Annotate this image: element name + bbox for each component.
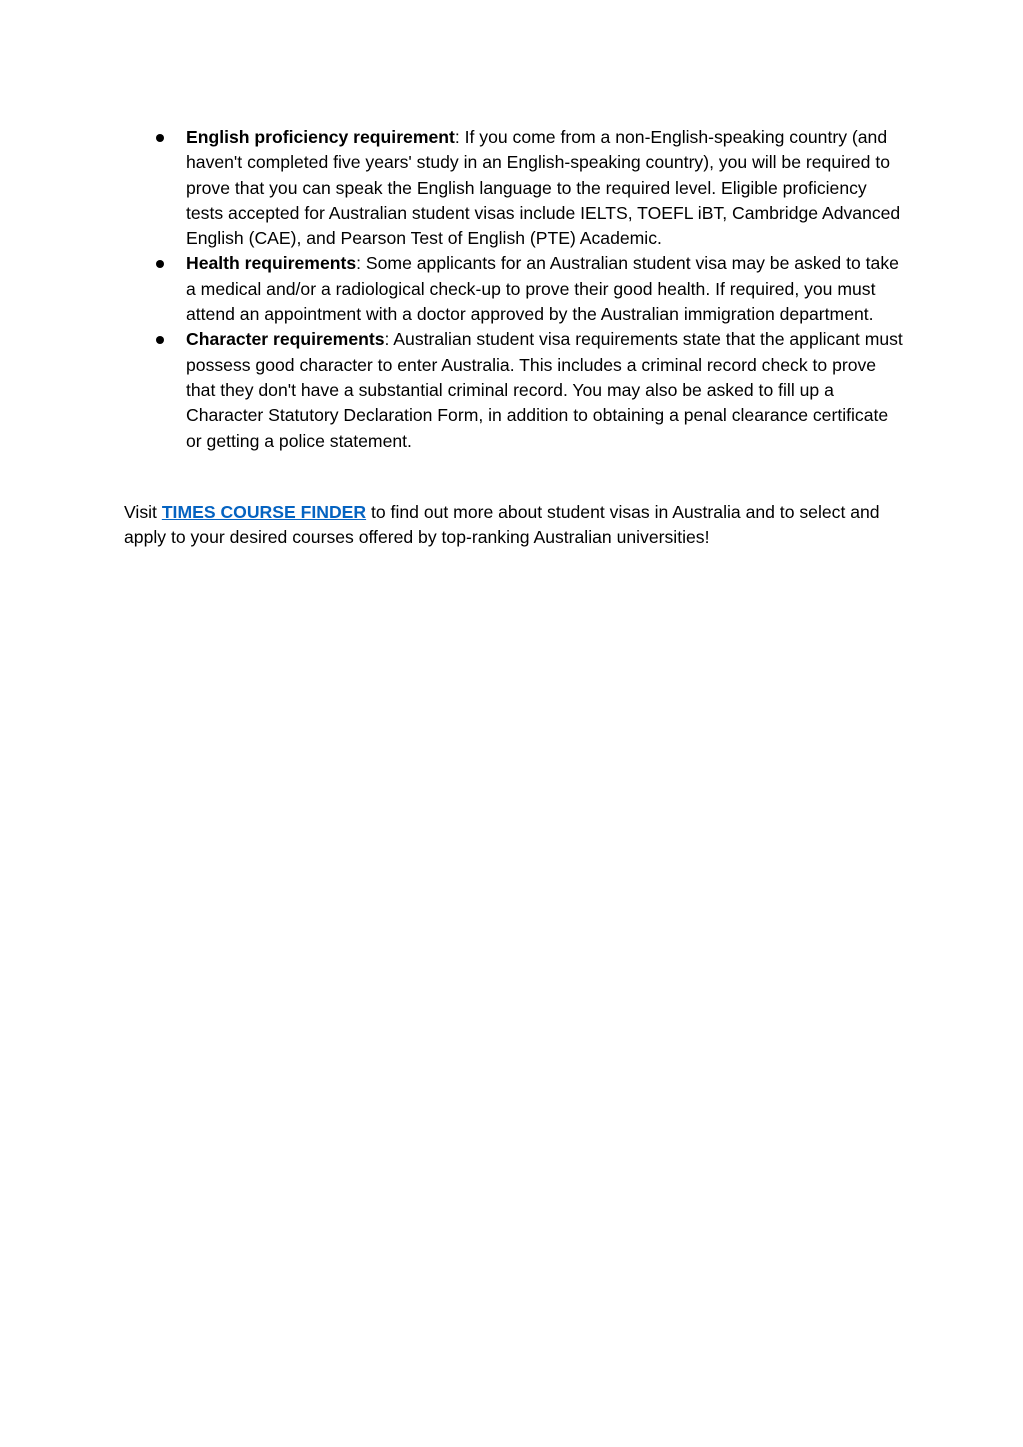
closing-paragraph [124, 500, 904, 551]
bullet-icon [156, 336, 164, 344]
closing-prefix: Visit [124, 502, 162, 522]
list-item-health [124, 251, 904, 327]
requirement-text: : Australian student visa requirements state that the applicant must possess good character to enter Australia. This includes a criminal record check to prove that they don't have a substantial criminal record. You may also be asked to fill up a Character Statutory Declaration Form, in addition to obtaining a penal clearance certificate or getting a police statement. [186, 329, 903, 451]
times-course-finder-link[interactable]: TIMES COURSE FINDER [161, 502, 367, 522]
requirement-text: : Some applicants for an Australian student visa may be asked to take a medical and/or a radiological check-up to prove their good health. If required, you must attend an appointment with a doctor approved by the Australian immigration department. [186, 253, 899, 325]
bullet-icon [156, 260, 164, 268]
list-item-character [124, 327, 904, 453]
requirement-term: Health requirements [186, 253, 357, 274]
list-item-english-proficiency [124, 125, 904, 251]
requirement-term: English proficiency requirement [186, 127, 455, 147]
bullet-icon [156, 134, 164, 142]
closing-suffix: to find out more about student visas in Australia and to select and apply to your desired courses offered by top-ranking Australian universities! [124, 502, 880, 548]
requirement-text: : If you come from a non-English-speaking country (and haven't completed five years' study in an English-speaking country), you will be required to prove that you can speak the English language to the required level. Eligible proficiency tests accepted for Australian student visas include IELTS, TOEFL iBT, Cambridge Advanced English (CAE), and Pearson Test of English (PTE) Academic. [186, 127, 901, 249]
requirements-list [124, 125, 904, 454]
requirement-term: Character requirements [186, 329, 385, 350]
